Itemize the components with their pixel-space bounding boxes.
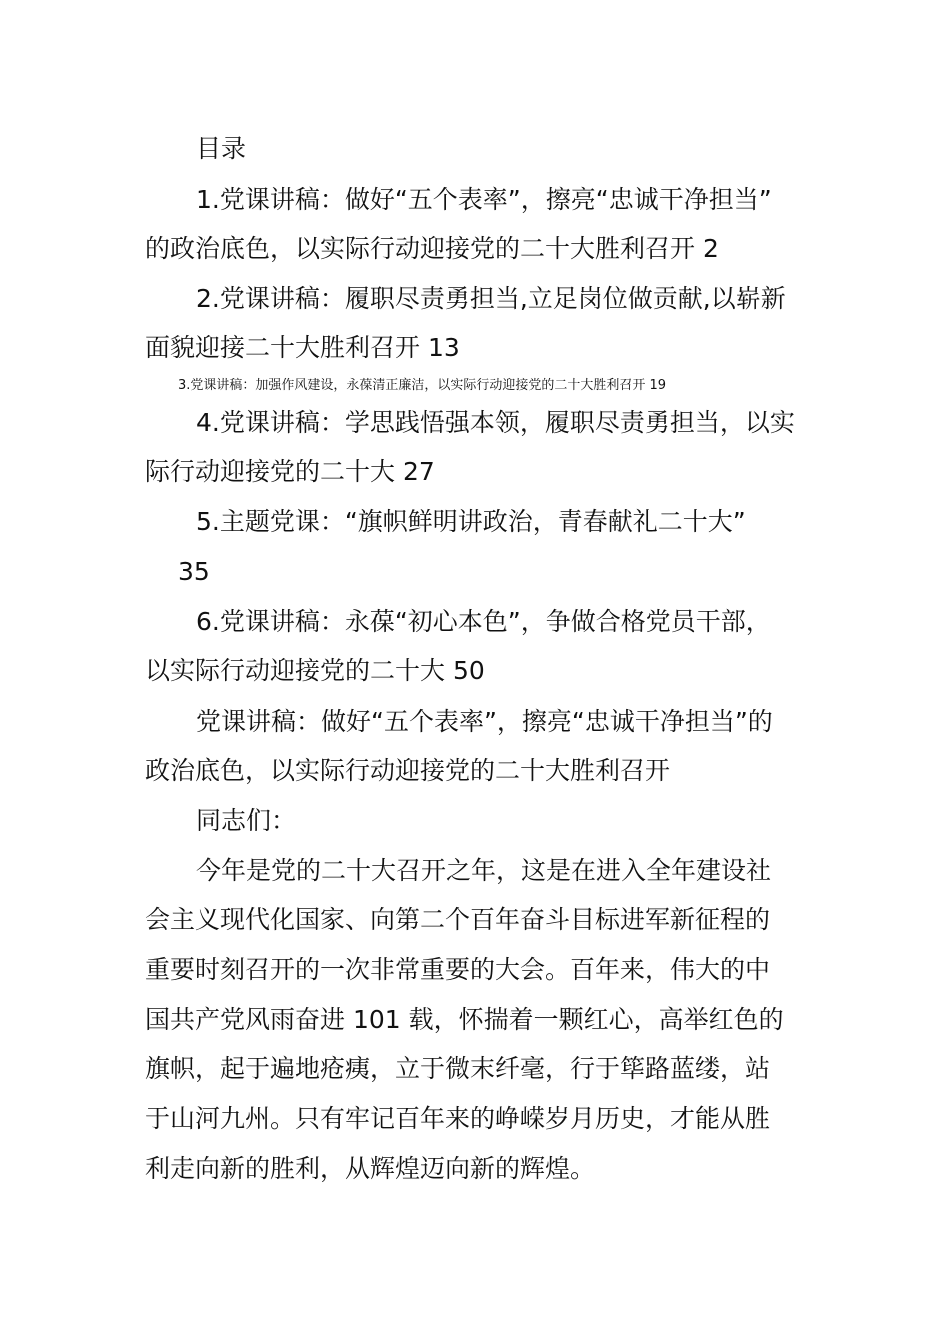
salutation: 同志们：	[196, 806, 297, 835]
toc-entry-6-line-2: 以实际行动迎接党的二十大 50	[145, 656, 485, 685]
toc-entry-5-line-1: 5.主题党课：“旗帜鲜明讲政治，青春献礼二十大”	[196, 507, 746, 536]
body-line-6: 于山河九州。只有牢记百年来的峥嵘岁月历史，才能从胜	[145, 1104, 771, 1133]
body-line-3: 重要时刻召开的一次非常重要的大会。百年来，伟大的中	[145, 955, 771, 984]
toc-entry-6-line-1: 6.党课讲稿：永葆“初心本色”，争做合格党员干部，	[196, 607, 771, 636]
toc-heading: 目录	[196, 134, 247, 163]
body-line-7: 利走向新的胜利，从辉煌迈向新的辉煌。	[145, 1154, 596, 1183]
body-line-5: 旗帜，起于遍地疮痍，立于微末纤毫，行于筚路蓝缕，站	[145, 1054, 771, 1083]
body-line-2: 会主义现代化国家、向第二个百年奋斗目标进军新征程的	[145, 905, 771, 934]
article-title-line-1: 党课讲稿：做好“五个表率”，擦亮“忠诚干净担当”的	[196, 707, 773, 736]
body-line-4: 国共产党风雨奋进 101 载，怀揣着一颗红心，高举红色的	[145, 1005, 784, 1034]
body-line-1: 今年是党的二十大召开之年，这是在进入全年建设社	[196, 856, 772, 885]
toc-entry-2-line-2: 面貌迎接二十大胜利召开 13	[145, 333, 460, 362]
toc-entry-1-line-2: 的政治底色，以实际行动迎接党的二十大胜利召开 2	[145, 234, 719, 263]
toc-entry-3: 3.党课讲稿：加强作风建设，永葆清正廉洁，以实际行动迎接党的二十大胜利召开 19	[178, 378, 667, 393]
toc-entry-4-line-1: 4.党课讲稿：学思践悟强本领，履职尽责勇担当，以实	[196, 408, 795, 437]
article-title-line-2: 政治底色，以实际行动迎接党的二十大胜利召开	[145, 756, 671, 785]
toc-entry-4-line-2: 际行动迎接党的二十大 27	[145, 457, 435, 486]
toc-entry-1-line-1: 1.党课讲稿：做好“五个表率”，擦亮“忠诚干净担当”	[196, 185, 772, 214]
toc-entry-2-line-1: 2.党课讲稿：履职尽责勇担当,立足岗位做贡献,以崭新	[196, 284, 786, 313]
toc-entry-5-line-2: 35	[178, 557, 210, 586]
